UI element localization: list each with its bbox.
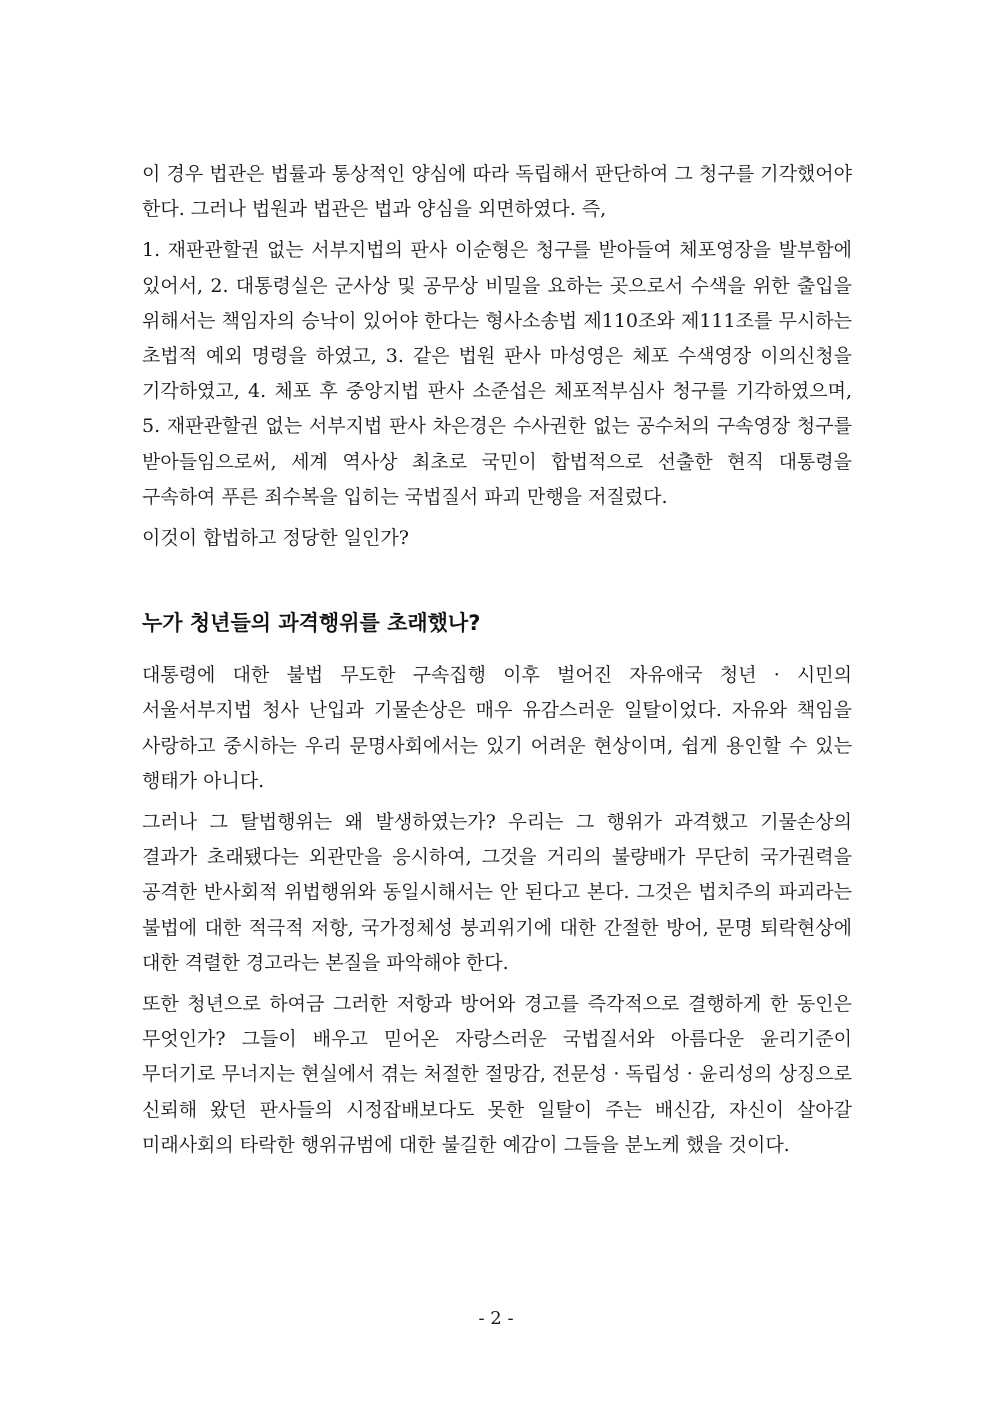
paragraph-incident-regret: 대통령에 대한 불법 무도한 구속집행 이후 벌어진 자유애국 청년 · 시민의 서울서부지법 청사 난입과 기물손상은 매우 유감스러운 일탈이었다. 자유와 책임을 사랑하고 중시하는 우리 문명사회에서는 있기 어려운 현상이며, 쉽게 용인할 수 있는 행태가 아니다. [142,664,852,792]
paragraph-judicial-duty: 이 경우 법관은 법률과 통상적인 양심에 따라 독립해서 판단하여 그 청구를 기각했어야 한다. 그러나 법원과 법관은 법과 양심을 외면하였다. 즉, [142,163,852,221]
paragraph-rhetorical-question: 이것이 합법하고 정당한 일인가? [142,527,409,550]
page-number: - 2 - [478,1308,514,1329]
paragraph-cause-of-deviation: 그러나 그 탈법행위는 왜 발생하였는가? 우리는 그 행위가 과격했고 기물손상의 결과가 초래됐다는 외관만을 응시하여, 그것을 거리의 불량배가 무단히 국가권력을 공격한 반사회적 위법행위와 동일시해서는 안 된다고 본다. 그것은 법치주의 파괴라는 불법에 대한 적극적 저항, 국가정체성 붕괴위기에 대한 간절한 방어, 문명 퇴락현상에 대한 격렬한 경고라는 본질을 파악해야 한다. [142,811,852,974]
section-heading: 누가 청년들의 과격행위를 초래했나? [142,611,481,636]
page-content [142,157,852,1169]
paragraph-court-violations: 1. 재판관할권 없는 서부지법의 판사 이순형은 청구를 받아들여 체포영장을 발부함에 있어서, 2. 대통령실은 군사상 및 공무상 비밀을 요하는 곳으로서 수색을 위한 출입을 위해서는 책임자의 승낙이 있어야 한다는 형사소송법 제110조와 제111조를 무시하는 초법적 예외 명령을 하였고, 3. 같은 법원 판사 마성영은 체포 수색영장 이의신청을 기각하였고, 4. 체포 후 중앙지법 판사 소준섭은 체포적부심사 청구를 기각하였으며, 5. 재판관할권 없는 서부지법 판사 차은경은 수사권한 없는 공수처의 구속영장 청구를 받아들임으로써, 세계 역사상 최초로 국민이 합법적으로 선출한 현직 대통령을 구속하여 푸른 죄수복을 입히는 국법질서 파괴 만행을 저질렀다. [142,239,852,508]
paragraph-youth-motivation: 또한 청년으로 하여금 그러한 저항과 방어와 경고를 즉각적으로 결행하게 한 동인은 무엇인가? 그들이 배우고 믿어온 자랑스러운 국법질서와 아름다운 윤리기준이 무더기로 무너지는 현실에서 겪는 처절한 절망감, 전문성 · 독립성 · 윤리성의 상징으로 신뢰해 왔던 판사들의 시정잡배보다도 못한 일탈이 주는 배신감, 자신이 살아갈 미래사회의 타락한 행위규범에 대한 불길한 예감이 그들을 분노케 했을 것이다. [142,993,852,1156]
